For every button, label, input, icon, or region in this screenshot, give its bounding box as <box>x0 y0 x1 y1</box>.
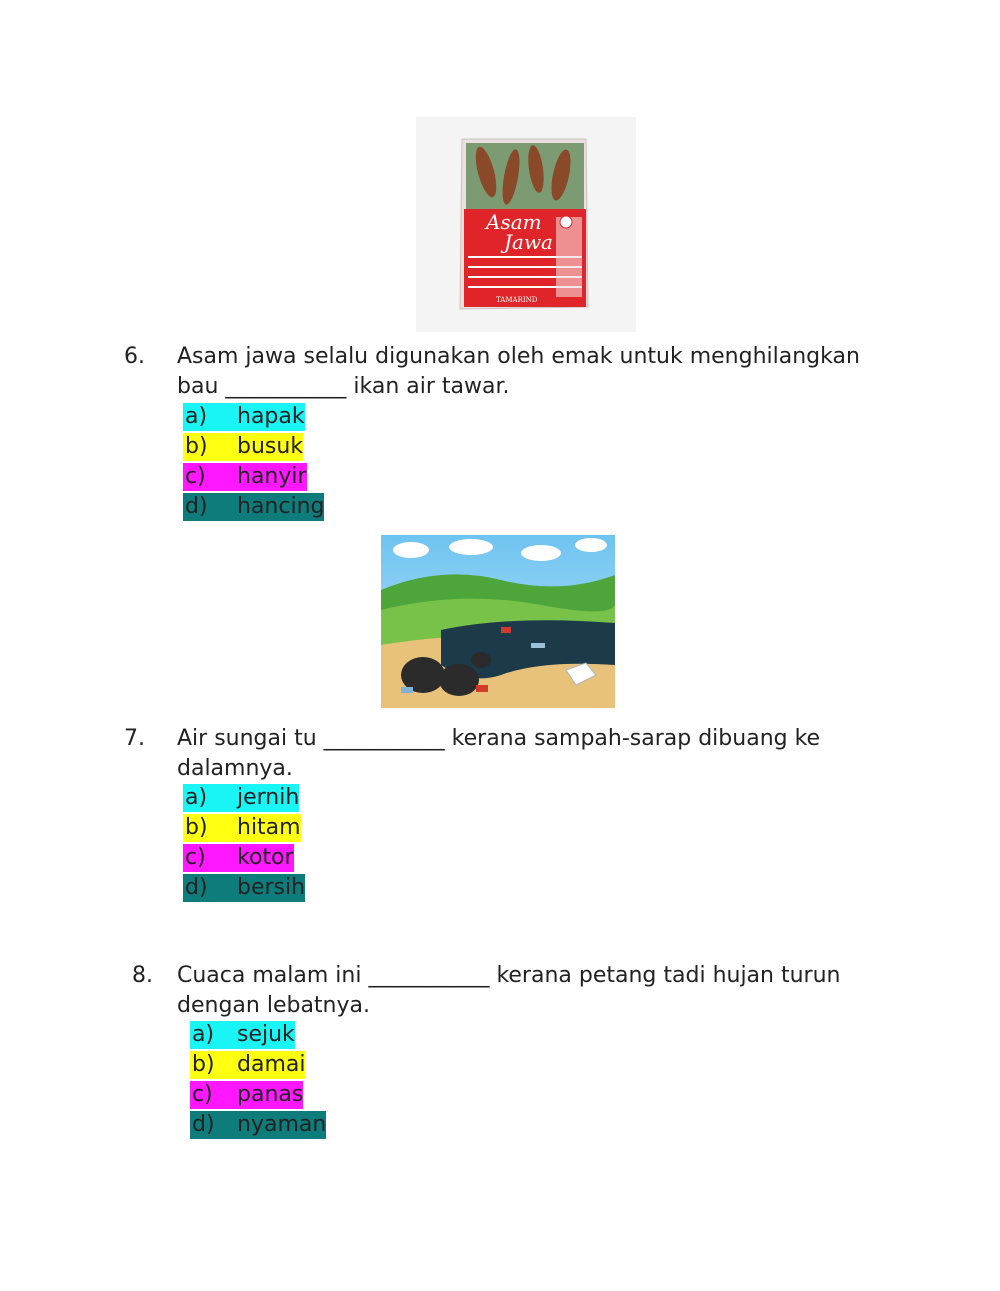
svg-text:Jawa: Jawa <box>504 230 553 254</box>
question-number: 7. <box>124 726 145 751</box>
question-line: dalamnya. <box>177 756 293 781</box>
option-text: sejuk <box>237 1022 295 1047</box>
option-b[interactable] <box>183 814 301 842</box>
option-text: nyaman <box>237 1112 327 1137</box>
question-text <box>177 724 897 784</box>
option-text: jernih <box>237 785 300 810</box>
option-d[interactable] <box>190 1111 326 1139</box>
question-line: Air sungai tu ___________ kerana sampah-sarap dibuang ke <box>177 726 821 751</box>
option-b[interactable] <box>183 433 303 461</box>
option-letter: d) <box>185 494 208 519</box>
option-c[interactable] <box>190 1081 303 1109</box>
option-text: hapak <box>237 404 305 429</box>
option-text: panas <box>237 1082 304 1107</box>
option-text: bersih <box>237 875 306 900</box>
question-number: 6. <box>124 344 145 369</box>
option-letter: a) <box>185 404 208 429</box>
option-letter: c) <box>185 464 206 489</box>
option-d[interactable] <box>183 874 305 902</box>
option-c[interactable] <box>183 463 307 491</box>
question-line: dengan lebatnya. <box>177 993 370 1018</box>
option-letter: c) <box>192 1082 213 1107</box>
svg-text:Asam: Asam <box>486 210 542 234</box>
option-a[interactable] <box>183 784 299 812</box>
question-text <box>177 342 897 402</box>
option-letter: d) <box>185 875 208 900</box>
question-number: 8. <box>132 963 153 988</box>
option-d[interactable] <box>183 493 324 521</box>
option-a[interactable] <box>190 1021 295 1049</box>
question-line: bau ___________ ikan air tawar. <box>177 374 510 399</box>
option-text: kotor <box>237 845 294 870</box>
polluted-river-image <box>381 535 615 708</box>
option-text: hanyir <box>237 464 307 489</box>
question-line: Asam jawa selalu digunakan oleh emak untuk menghilangkan <box>177 344 860 369</box>
question-line: Cuaca malam ini ___________ kerana petang tadi hujan turun <box>177 963 841 988</box>
option-text: hitam <box>237 815 301 840</box>
option-letter: a) <box>192 1022 215 1047</box>
option-b[interactable] <box>190 1051 305 1079</box>
option-letter: a) <box>185 785 208 810</box>
option-letter: c) <box>185 845 206 870</box>
svg-text:TAMARIND: TAMARIND <box>496 296 538 304</box>
option-text: damai <box>237 1052 306 1077</box>
option-text: hancing <box>237 494 325 519</box>
option-letter: b) <box>192 1052 215 1077</box>
option-letter: b) <box>185 434 208 459</box>
option-text: busuk <box>237 434 304 459</box>
option-c[interactable] <box>183 844 294 872</box>
option-a[interactable] <box>183 403 305 431</box>
question-text <box>177 961 897 1021</box>
option-letter: d) <box>192 1112 215 1137</box>
option-letter: b) <box>185 815 208 840</box>
tamarind-package-image <box>416 117 636 332</box>
